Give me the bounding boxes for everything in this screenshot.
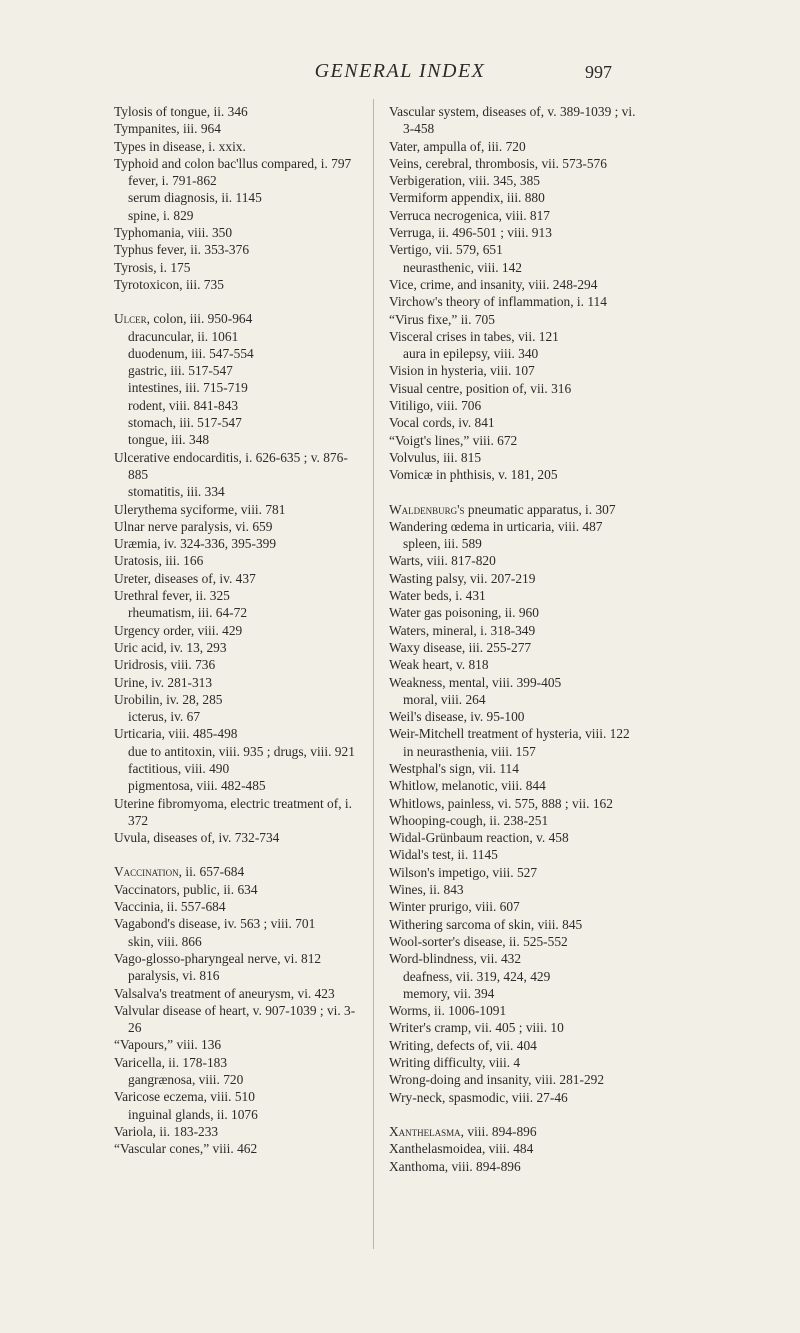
- index-entry: Wines, ii. 843: [389, 882, 464, 898]
- index-entry: Word-blindness, vii. 432: [389, 951, 522, 967]
- index-subentry: skin, viii. 866: [128, 933, 202, 949]
- index-entry: Uvula, diseases of, iv. 732-734: [114, 830, 280, 846]
- index-entry: Uratosis, iii. 166: [114, 553, 204, 569]
- index-entry: Waters, mineral, i. 318-349: [389, 622, 536, 638]
- index-subentry: factitious, viii. 490: [128, 760, 230, 776]
- index-entry: Types in disease, i. xxix.: [114, 138, 246, 154]
- index-entry: Tympanites, iii. 964: [114, 121, 221, 137]
- index-entry: Veins, cerebral, thrombosis, vii. 573-576: [389, 155, 607, 171]
- index-entry: Typhoid and colon bac'llus compared, i. 797: [114, 155, 352, 171]
- index-entry: Vago-glosso-pharyngeal nerve, vi. 812: [114, 950, 322, 966]
- index-subentry: inguinal glands, ii. 1076: [128, 1106, 258, 1122]
- index-entry: Visceral crises in tabes, vii. 121: [389, 328, 559, 344]
- index-subentry: icterus, iv. 67: [128, 709, 201, 725]
- index-entry: Weil's disease, iv. 95-100: [389, 709, 525, 725]
- index-entry: “Voigt's lines,” viii. 672: [389, 432, 518, 448]
- index-entry: Vascular system, diseases of, v. 389-1039 ; vi. 3-458: [389, 104, 636, 137]
- index-subentry: memory, vii. 394: [403, 985, 495, 1001]
- index-entry: Widal-Grünbaum reaction, v. 458: [389, 830, 569, 846]
- index-entry: Westphal's sign, vii. 114: [389, 760, 519, 776]
- index-subentry: neurasthenic, viii. 142: [403, 259, 522, 275]
- index-entry: Xanthelasma, viii. 894-896: [389, 1123, 537, 1139]
- index-subentry: gastric, iii. 517-547: [128, 363, 233, 379]
- index-entry: Variola, ii. 183-233: [114, 1123, 219, 1139]
- index-subentry: spine, i. 829: [128, 207, 194, 223]
- column-divider: [373, 99, 374, 1249]
- index-entry: Wry-neck, spasmodic, viii. 27-46: [389, 1089, 568, 1105]
- index-entry: Urine, iv. 281-313: [114, 674, 213, 690]
- index-entry: Uterine fibromyoma, electric treatment of, i. 372: [114, 795, 352, 828]
- index-entry: Vater, ampulla of, iii. 720: [389, 138, 526, 154]
- index-entry: Vaccinators, public, ii. 634: [114, 881, 258, 897]
- index-entry: Vice, crime, and insanity, viii. 248-294: [389, 276, 598, 292]
- index-entry: Varicella, ii. 178-183: [114, 1054, 228, 1070]
- index-entry: Whitlow, melanotic, viii. 844: [389, 778, 546, 794]
- index-entry: Weakness, mental, viii. 399-405: [389, 674, 562, 690]
- index-subentry: gangrænosa, viii. 720: [128, 1072, 244, 1088]
- index-subentry: stomach, iii. 517-547: [128, 415, 242, 431]
- running-title: GENERAL INDEX: [314, 60, 486, 82]
- index-entry: Writing difficulty, viii. 4: [389, 1055, 521, 1071]
- index-entry: Wandering œdema in urticaria, viii. 487: [389, 518, 603, 534]
- index-entry: Writer's cramp, vii. 405 ; viii. 10: [389, 1020, 564, 1036]
- index-column-right: [389, 103, 647, 1175]
- index-entry: Tylosis of tongue, ii. 346: [114, 104, 248, 119]
- index-entry: Valvular disease of heart, v. 907-1039 ; vi. 3-26: [114, 1002, 356, 1036]
- index-entry: Ulcerative endocarditis, i. 626-635 ; v. 876-885: [114, 449, 348, 482]
- index-entry: Varicose eczema, viii. 510: [114, 1089, 255, 1105]
- index-entry: Withering sarcoma of skin, viii. 845: [389, 916, 583, 932]
- index-entry: Typhus fever, ii. 353-376: [114, 242, 250, 258]
- index-entry: Valsalva's treatment of aneurysm, vi. 423: [114, 985, 335, 1001]
- index-entry: Winter prurigo, viii. 607: [389, 899, 520, 915]
- page-number: 997: [585, 62, 612, 82]
- index-entry: Wrong-doing and insanity, viii. 281-292: [389, 1072, 605, 1088]
- index-entry: Waxy disease, iii. 255-277: [389, 639, 532, 655]
- index-entry: Tyrotoxicon, iii. 735: [114, 276, 224, 292]
- index-entry: Whitlows, painless, vi. 575, 888 ; vii. 162: [389, 795, 613, 811]
- index-subentry: moral, viii. 264: [403, 691, 486, 707]
- index-subentry: due to antitoxin, viii. 935 ; drugs, viii. 921: [128, 743, 355, 759]
- index-entry: Xanthoma, viii. 894-896: [389, 1158, 521, 1174]
- index-entry: Waldenburg's pneumatic apparatus, i. 307: [389, 501, 616, 517]
- index-subentry: rheumatism, iii. 64-72: [128, 605, 248, 621]
- index-entry: Water gas poisoning, ii. 960: [389, 605, 539, 621]
- index-entry: Writing, defects of, vii. 404: [389, 1037, 537, 1053]
- index-entry: Verruca necrogenica, viii. 817: [389, 207, 550, 223]
- index-subentry: rodent, viii. 841-843: [128, 397, 239, 413]
- index-entry: Vagabond's disease, iv. 563 ; viii. 701: [114, 916, 316, 932]
- index-entry: Vermiform appendix, iii. 880: [389, 190, 545, 206]
- index-entry: Warts, viii. 817-820: [389, 553, 496, 569]
- index-entry: Vaccinia, ii. 557-684: [114, 899, 226, 915]
- index-entry: Vertigo, vii. 579, 651: [389, 242, 503, 258]
- index-entry: Water beds, i. 431: [389, 588, 486, 604]
- index-entry: Wasting palsy, vii. 207-219: [389, 570, 536, 586]
- index-entry: Ulnar nerve paralysis, vi. 659: [114, 518, 273, 534]
- index-entry: Verbigeration, viii. 345, 385: [389, 173, 540, 189]
- index-subentry: in neurasthenia, viii. 157: [403, 743, 536, 759]
- index-subentry: duodenum, iii. 547-554: [128, 345, 254, 361]
- index-entry: Worms, ii. 1006-1091: [389, 1003, 507, 1019]
- index-entry: Vision in hysteria, viii. 107: [389, 363, 535, 379]
- index-entry: Uridrosis, viii. 736: [114, 657, 216, 673]
- index-subentry: pigmentosa, viii. 482-485: [128, 778, 266, 794]
- index-entry: Whooping-cough, ii. 238-251: [389, 812, 549, 828]
- index-entry: Urethral fever, ii. 325: [114, 588, 230, 604]
- index-entry: Urgency order, viii. 429: [114, 622, 243, 638]
- index-subentry: dracuncular, ii. 1061: [128, 328, 239, 344]
- index-entry: Urticaria, viii. 485-498: [114, 726, 238, 742]
- index-entry: Ulerythema syciforme, viii. 781: [114, 501, 286, 517]
- index-entry: Ulcer, colon, iii. 950-964: [114, 311, 253, 327]
- page-header: [0, 60, 800, 90]
- index-entry: Typhomania, viii. 350: [114, 225, 233, 241]
- index-entry: Volvulus, iii. 815: [389, 449, 482, 465]
- index-subentry: stomatitis, iii. 334: [128, 484, 225, 500]
- index-entry: Wool-sorter's disease, ii. 525-552: [389, 933, 568, 949]
- index-entry: “Virus fixe,” ii. 705: [389, 311, 495, 327]
- index-entry: Uræmia, iv. 324-336, 395-399: [114, 536, 277, 552]
- index-entry: Tyrosis, i. 175: [114, 259, 191, 275]
- index-entry: Vocal cords, iv. 841: [389, 415, 495, 431]
- index-subentry: tongue, iii. 348: [128, 432, 210, 448]
- index-entry: “Vascular cones,” viii. 462: [114, 1141, 258, 1157]
- index-column-left: [114, 103, 366, 1158]
- index-subentry: serum diagnosis, ii. 1145: [128, 190, 262, 206]
- index-entry: Wilson's impetigo, viii. 527: [389, 864, 538, 880]
- index-entry: Verruga, ii. 496-501 ; viii. 913: [389, 225, 552, 241]
- index-entry: Weir-Mitchell treatment of hysteria, viii. 122: [389, 726, 630, 742]
- index-subentry: aura in epilepsy, viii. 340: [403, 346, 539, 362]
- index-subentry: deafness, vii. 319, 424, 429: [403, 968, 551, 984]
- index-entry: Widal's test, ii. 1145: [389, 847, 498, 863]
- index-entry: Virchow's theory of inflammation, i. 114: [389, 294, 607, 310]
- index-subentry: fever, i. 791-862: [128, 173, 217, 189]
- index-entry: Ureter, diseases of, iv. 437: [114, 570, 256, 586]
- index-entry: Urobilin, iv. 28, 285: [114, 691, 223, 707]
- index-entry: Uric acid, iv. 13, 293: [114, 639, 227, 655]
- index-entry: “Vapours,” viii. 136: [114, 1037, 222, 1053]
- index-subentry: intestines, iii. 715-719: [128, 380, 248, 396]
- index-entry: Xanthelasmoidea, viii. 484: [389, 1141, 534, 1157]
- index-entry: Weak heart, v. 818: [389, 657, 489, 673]
- index-entry: Vomicæ in phthisis, v. 181, 205: [389, 467, 558, 483]
- index-subentry: spleen, iii. 589: [403, 536, 482, 552]
- index-subentry: paralysis, vi. 816: [128, 968, 220, 984]
- index-entry: Vitiligo, viii. 706: [389, 398, 482, 414]
- index-entry: Visual centre, position of, vii. 316: [389, 380, 572, 396]
- index-entry: Vaccination, ii. 657-684: [114, 864, 245, 880]
